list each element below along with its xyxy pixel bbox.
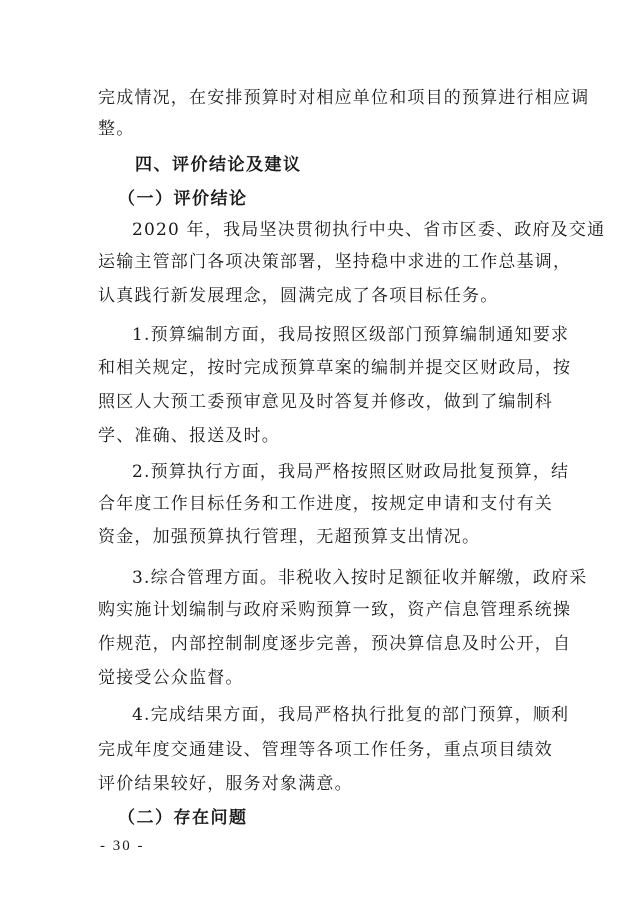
paragraph-line: 2020 年，我局坚决贯彻执行中央、省市区委、政府及交通 [132,220,606,240]
paragraph-line: 运输主管部门各项决策部署，坚持稳中求进的工作总基调， [98,252,572,272]
paragraph-line: 资金，加强预算执行管理，无超预算支出情况。 [98,527,481,547]
paragraph-line: 2.预算执行方面，我局严格按照区财政局批复预算，结 [132,462,570,482]
paragraph-line: 购实施计划编制与政府采购预算一致，资产信息管理系统操 [98,600,572,620]
paragraph-line: 完成年度交通建设、管理等各项工作任务，重点项目绩效 [98,740,553,760]
subsection-heading: （一）评价结论 [118,189,248,209]
paragraph-line: 和相关规定，按时完成预算草案的编制并提交区财政局，按 [98,358,572,378]
paragraph-line: 觉接受公众监督。 [98,668,244,688]
paragraph-line: 照区人大预工委预审意见及时答复并修改，做到了编制科 [98,392,553,412]
paragraph-line: 学、准确、报送及时。 [98,426,280,446]
paragraph-line: 4.完成结果方面，我局严格执行批复的部门预算，顺利 [132,705,570,725]
paragraph-line: 评价结果较好，服务对象满意。 [98,774,353,794]
paragraph-line: 3.综合管理方面。非税收入按时足额征收并解缴，政府采 [132,568,588,588]
paragraph-line: 完成情况，在安排预算时对相应单位和项目的预算进行相应调 [98,88,590,108]
subsection-heading: （二）存在问题 [118,808,248,828]
page-number: - 30 - [100,838,145,854]
paragraph-line: 整。 [98,119,135,139]
section-heading: 四、评价结论及建议 [135,155,302,175]
paragraph-line: 认真践行新发展理念，圆满完成了各项目标任务。 [98,286,499,306]
paragraph-line: 作规范，内部控制制度逐步完善，预决算信息及时公开，自 [98,634,572,654]
paragraph-line: 合年度工作目标任务和工作进度，按规定申请和支付有关 [98,494,553,514]
paragraph-line: 1.预算编制方面，我局按照区级部门预算编制通知要求 [132,325,570,345]
